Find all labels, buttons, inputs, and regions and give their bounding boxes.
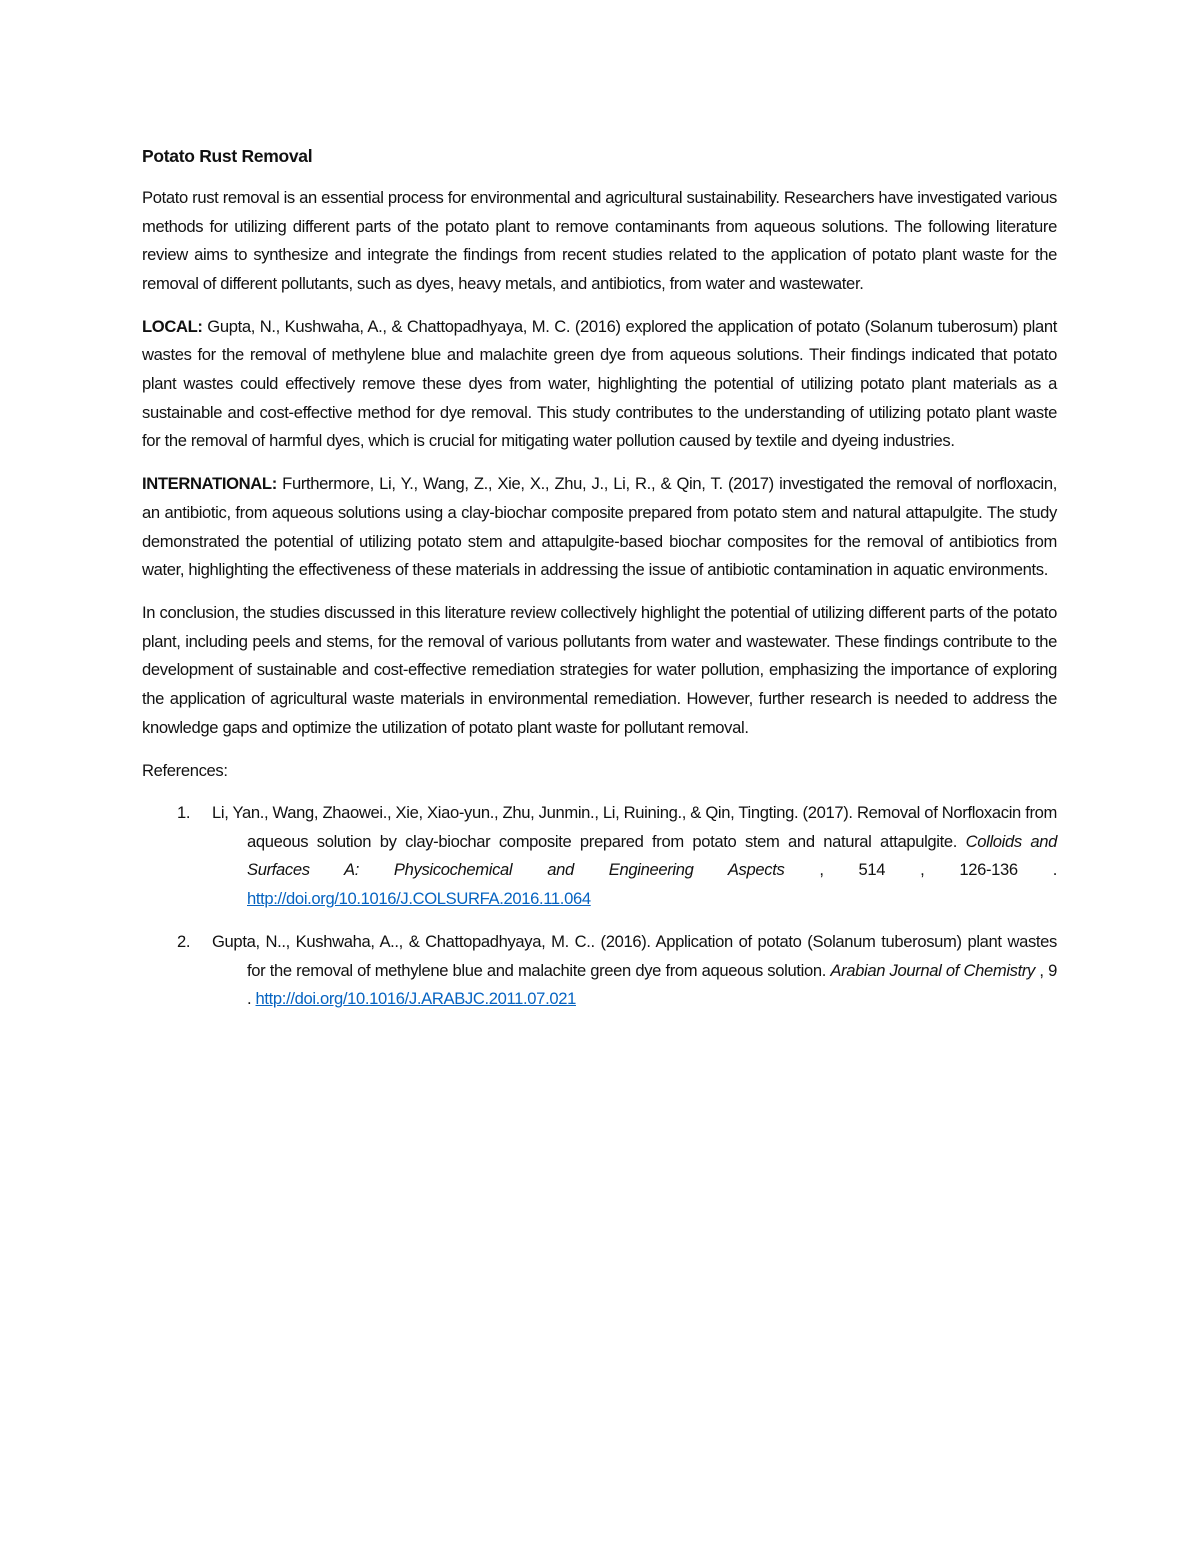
reference-number: 1. [177, 803, 191, 823]
reference-journal: Colloids and Surfaces A: Physicochemical and Engineering Aspects [247, 831, 1057, 880]
references-list [142, 799, 1057, 1014]
local-label: LOCAL: [142, 316, 203, 336]
reference-item [142, 799, 1057, 913]
reference-doi-link[interactable]: http://doi.org/10.1016/J.ARABJC.2011.07.021 [255, 989, 576, 1009]
document-title: Potato Rust Removal [142, 146, 313, 166]
international-label: INTERNATIONAL: [142, 474, 277, 494]
reference-details: , 9 . [247, 960, 1057, 1009]
local-text: Gupta, N., Kushwaha, A., & Chattopadhyaya, M. C. (2016) explored the application of potato (Solanum tuberosum) plant wastes for the removal of methylene blue and malachite green dye from aqueous solutions. Their findings indicated that potato plant wastes could effectively remove these dyes from water, highlighting the potential of utilizing potato plant materials as a sustainable and cost-effective method for dye removal. This study contributes to the understanding of utilizing potato plant waste for the removal of harmful dyes, which is crucial for mitigating water pollution caused by textile and dyeing industries. [142, 316, 1057, 451]
international-text: Furthermore, Li, Y., Wang, Z., Xie, X., Zhu, J., Li, R., & Qin, T. (2017) investigated the removal of norfloxacin, an antibiotic, from aqueous solutions using a clay-biochar composite prepared from potato stem and natural attapulgite. The study demonstrated the potential of utilizing potato stem and attapulgite-based biochar composites for the removal of antibiotics from water, highlighting the effectiveness of these materials in addressing the issue of antibiotic contamination in aquatic environments. [142, 474, 1057, 580]
reference-text: Gupta, N.., Kushwaha, A.., & Chattopadhyaya, M. C.. (2016). Application of potato (Solanum tuberosum) plant wastes for the removal of methylene blue and malachite green dye from aqueous solution. [212, 932, 1057, 980]
reference-details: , 514 , 126-136 . [784, 860, 1057, 880]
international-paragraph [142, 470, 1057, 584]
local-paragraph [142, 313, 1057, 456]
conclusion-paragraph: In conclusion, the studies discussed in this literature review collectively highlight the potential of utilizing different parts of the potato plant, including peels and stems, for the removal of various pollutants from water and wastewater. These findings contribute to the development of sustainable and cost-effective remediation strategies for water pollution, emphasizing the importance of exploring the application of agricultural waste materials in environmental remediation. However, further research is needed to address the knowledge gaps and optimize the utilization of potato plant waste for pollutant removal. [142, 603, 1057, 737]
document-page [142, 142, 1057, 1028]
reference-number: 2. [177, 932, 191, 952]
reference-doi-link[interactable]: http://doi.org/10.1016/J.COLSURFA.2016.11.064 [247, 889, 591, 909]
reference-journal: Arabian Journal of Chemistry [830, 960, 1036, 980]
reference-text: Li, Yan., Wang, Zhaowei., Xie, Xiao-yun., Zhu, Junmin., Li, Ruining., & Qin, Tingting. (2017). Removal of Norfloxacin from aqueous solution by clay-biochar composite prepared from potato stem and natural attapulgite. [212, 803, 1057, 851]
references-heading: References: [142, 760, 228, 780]
intro-paragraph: Potato rust removal is an essential process for environmental and agricultural sustainability. Researchers have investigated various methods for utilizing different parts of the potato plant to remove contaminants from aqueous solutions. The following literature review aims to synthesize and integrate the findings from recent studies related to the application of potato plant waste for the removal of different pollutants, such as dyes, heavy metals, and antibiotics, from water and wastewater. [142, 188, 1057, 293]
reference-item [142, 928, 1057, 1014]
